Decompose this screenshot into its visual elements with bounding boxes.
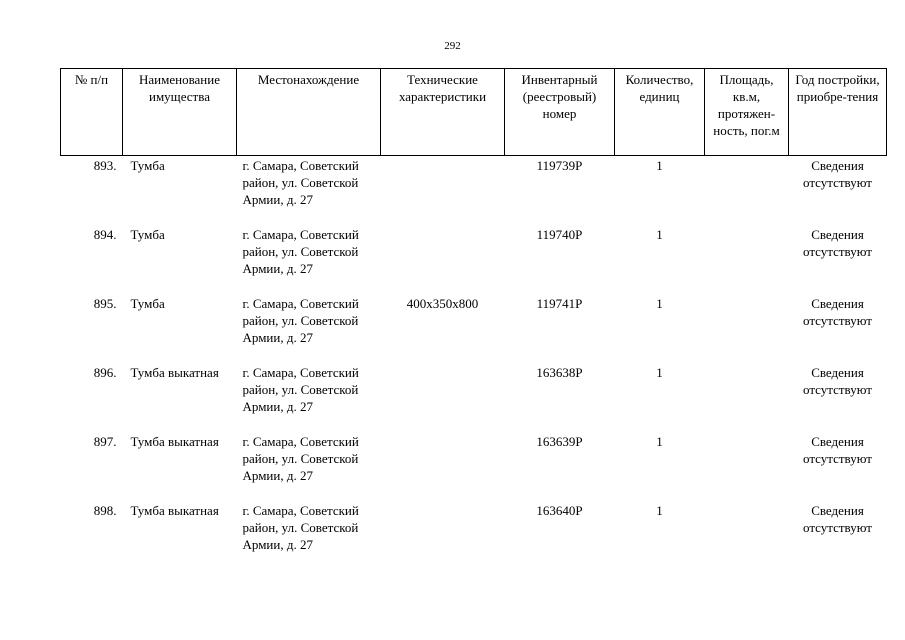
row-num: 894. [93,227,117,242]
table-header-row [61,69,887,156]
row-tech: 400х350х800 [406,296,479,311]
header-location: Местонахождение [237,69,381,156]
row-name: Тумба выкатная [130,503,219,518]
row-inventory: 119741Р [536,296,583,311]
header-num: № п/п [61,69,123,156]
row-num: 896. [93,365,117,380]
table-row [61,226,887,295]
row-num: 898. [93,503,117,518]
row-area [705,364,789,433]
row-location: г. Самара, Советский район, ул. Советской Армии, д. 27 [242,503,359,552]
row-year: Сведения отсутствуют [803,296,872,328]
header-inventory: Инвентарный (реестровый) номер [505,69,615,156]
row-location: г. Самара, Советский район, ул. Советской Армии, д. 27 [242,296,359,345]
row-inventory: 163640Р [536,503,583,518]
row-location: г. Самара, Советский район, ул. Советской Армии, д. 27 [242,434,359,483]
row-name: Тумба выкатная [130,365,219,380]
row-area [705,156,789,227]
row-year: Сведения отсутствуют [803,158,872,190]
table-row [61,433,887,502]
page-number: 292 [444,40,461,52]
header-tech: Технические характеристики [381,69,505,156]
row-quantity: 1 [656,434,663,449]
header-year: Год постройки, приобре-тения [789,69,887,156]
property-table [60,68,887,571]
row-area [705,433,789,502]
row-num: 893. [93,158,117,173]
header-name: Наименование имущества [123,69,237,156]
row-tech [381,502,505,571]
row-tech [381,226,505,295]
row-inventory: 163638Р [536,365,583,380]
table-row [61,364,887,433]
row-quantity: 1 [656,503,663,518]
row-name: Тумба [130,227,165,242]
row-name: Тумба [130,158,165,173]
row-quantity: 1 [656,365,663,380]
row-area [705,226,789,295]
row-num: 895. [93,296,117,311]
row-name: Тумба выкатная [130,434,219,449]
table-row [61,156,887,227]
table-row [61,502,887,571]
row-inventory: 119740Р [536,227,583,242]
row-inventory: 119739Р [536,158,583,173]
row-name: Тумба [130,296,165,311]
row-location: г. Самара, Советский район, ул. Советской Армии, д. 27 [242,227,359,276]
header-quantity: Количество, единиц [615,69,705,156]
row-num: 897. [93,434,117,449]
header-area: Площадь, кв.м, протяжен-ность, пог.м [705,69,789,156]
row-tech [381,364,505,433]
row-year: Сведения отсутствуют [803,434,872,466]
row-quantity: 1 [656,158,663,173]
row-inventory: 163639Р [536,434,583,449]
row-tech [381,156,505,227]
row-area [705,502,789,571]
row-location: г. Самара, Советский район, ул. Советской Армии, д. 27 [242,158,359,207]
row-year: Сведения отсутствуют [803,227,872,259]
row-quantity: 1 [656,296,663,311]
row-quantity: 1 [656,227,663,242]
row-location: г. Самара, Советский район, ул. Советской Армии, д. 27 [242,365,359,414]
table-row [61,295,887,364]
row-area [705,295,789,364]
row-year: Сведения отсутствуют [803,365,872,397]
row-year: Сведения отсутствуют [803,503,872,535]
row-tech [381,433,505,502]
